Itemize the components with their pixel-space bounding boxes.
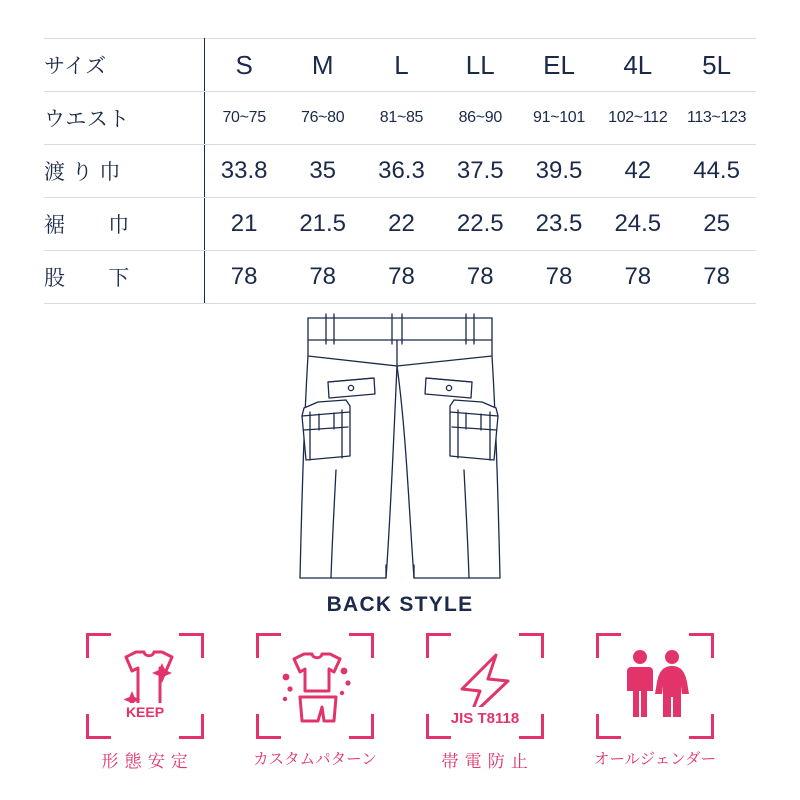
feature-caption-custom-pattern: カスタムパターン <box>253 751 377 768</box>
badge-jis: JIS T8118 <box>450 710 520 727</box>
table-row-inseam <box>44 251 756 304</box>
feature-antistatic <box>415 633 555 772</box>
icon-frame-shape-retention <box>86 633 204 739</box>
all-gender-icon <box>596 633 714 739</box>
antistatic-bolt-icon <box>426 633 544 739</box>
inseam-l: 78 <box>362 251 441 304</box>
size-table <box>44 38 756 304</box>
row-label-thigh <box>44 145 205 198</box>
size-header-l: L <box>362 39 441 92</box>
feature-shape-retention <box>75 633 215 772</box>
waist-l: 81~85 <box>362 92 441 145</box>
waist-el: 91~101 <box>520 92 599 145</box>
row-label-waist-text: ウエスト <box>44 108 130 131</box>
row-label-hem <box>44 198 205 251</box>
hem-l: 22 <box>362 198 441 251</box>
size-header-el: EL <box>520 39 599 92</box>
size-header-m: M <box>283 39 362 92</box>
hem-5l: 25 <box>677 198 756 251</box>
size-header-5l: 5L <box>677 39 756 92</box>
waist-s: 70~75 <box>205 92 284 145</box>
thigh-ll: 37.5 <box>441 145 520 198</box>
custom-pattern-icon <box>256 633 374 739</box>
row-label-size-text: サイズ <box>44 55 107 78</box>
waist-m: 76~80 <box>283 92 362 145</box>
row-label-waist <box>44 92 205 145</box>
inseam-s: 78 <box>205 251 284 304</box>
waist-4l: 102~112 <box>598 92 677 145</box>
waist-5l: 113~123 <box>677 92 756 145</box>
size-header-s: S <box>205 39 284 92</box>
row-label-size <box>44 39 205 92</box>
inseam-m: 78 <box>283 251 362 304</box>
row-label-inseam <box>44 251 205 304</box>
hem-s: 21 <box>205 198 284 251</box>
inseam-4l: 78 <box>598 251 677 304</box>
row-label-hem-text: 裾 巾 <box>44 214 130 237</box>
waist-ll: 86~90 <box>441 92 520 145</box>
back-style-caption: BACK STYLE <box>326 593 474 616</box>
thigh-s: 33.8 <box>205 145 284 198</box>
thigh-el: 39.5 <box>520 145 599 198</box>
row-label-thigh-text: 渡 り 巾 <box>44 161 121 184</box>
feature-caption-shape-retention: 形 態 安 定 <box>101 752 189 771</box>
table-row-thigh <box>44 145 756 198</box>
shirt-keep-shape-icon <box>86 633 204 739</box>
thigh-5l: 44.5 <box>677 145 756 198</box>
size-header-ll: LL <box>441 39 520 92</box>
row-label-inseam-text: 股 下 <box>44 267 130 290</box>
table-row-waist <box>44 92 756 145</box>
thigh-m: 35 <box>283 145 362 198</box>
table-row-size-header <box>44 39 756 92</box>
icon-frame-custom-pattern <box>256 633 374 739</box>
hem-ll: 22.5 <box>441 198 520 251</box>
hem-4l: 24.5 <box>598 198 677 251</box>
icon-frame-all-gender <box>596 633 714 739</box>
feature-custom-pattern <box>245 633 385 772</box>
size-header-4l: 4L <box>598 39 677 92</box>
inseam-el: 78 <box>520 251 599 304</box>
hem-el: 23.5 <box>520 198 599 251</box>
feature-all-gender <box>585 633 725 772</box>
feature-caption-all-gender: オールジェンダー <box>593 751 717 768</box>
icon-frame-antistatic <box>426 633 544 739</box>
inseam-ll: 78 <box>441 251 520 304</box>
inseam-5l: 78 <box>677 251 756 304</box>
hem-m: 21.5 <box>283 198 362 251</box>
feature-caption-antistatic: 帯 電 防 止 <box>441 752 529 771</box>
thigh-4l: 42 <box>598 145 677 198</box>
product-illustration <box>44 310 756 595</box>
feature-icon-row <box>44 633 756 772</box>
thigh-l: 36.3 <box>362 145 441 198</box>
table-row-hem <box>44 198 756 251</box>
badge-keep: KEEP <box>125 704 165 720</box>
